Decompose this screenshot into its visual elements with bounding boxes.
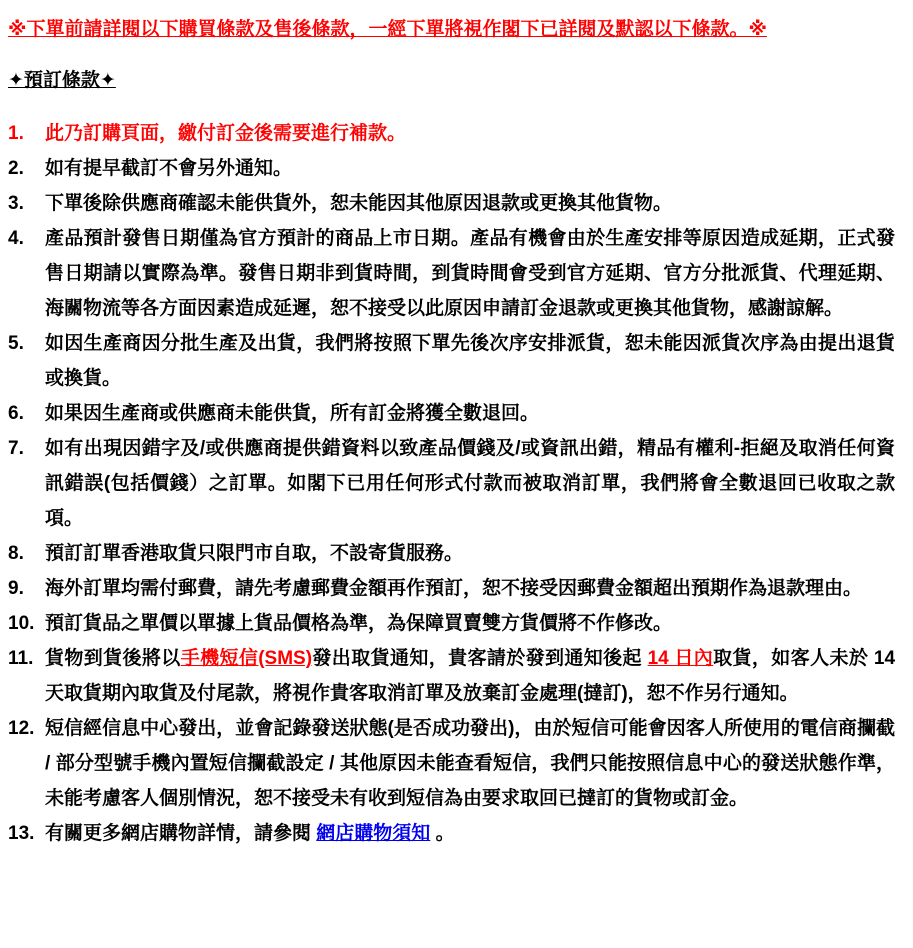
term-segment: 有關更多網店購物詳情，請參閱 [45,823,317,844]
term-number: 1. [8,123,24,144]
term-segment: 如因生產商因分批生產及出貨，我們將按照下單先後次序安排派貨，恕未能因派貨次序為由提出退貨或換貨。 [45,333,895,389]
term-segment: 短信經信息中心發出，並會記錄發送狀態(是否成功發出)，由於短信可能會因客人所使用的電信商攔截 / 部分型號手機內置短信攔截設定 / 其他原因未能查看短信，我們只能按照信息中心的發送狀態作準，未能考慮客人個別情況，恕不接受未有收到短信為由要求取回已撻訂的貨物或訂金。 [45,718,895,809]
term-segment: 。 [430,823,455,844]
term-text [45,571,895,606]
term-segment: 發出取貨通知，貴客請於發到通知後起 [312,648,648,669]
term-segment: 預訂訂單香港取貨只限門市自取，不設寄貨服務。 [45,543,464,564]
term-item-10 [8,606,895,641]
term-text [45,536,895,571]
term-item-12 [8,711,895,816]
term-number: 3. [8,193,24,214]
term-item-8 [8,536,895,571]
term-text [45,326,895,396]
term-text [45,186,895,221]
term-item-2 [8,151,895,186]
term-text [45,641,895,711]
term-item-3 [8,186,895,221]
term-number: 9. [8,578,24,599]
term-text [45,711,895,816]
term-item-6 [8,396,895,431]
term-text [45,606,895,641]
term-segment: 貨物到貨後將以 [45,648,181,669]
term-text [45,116,895,151]
section-terms-header: ✦預訂條款✦ [8,70,116,91]
term-segment: 如有出現因錯字及/或供應商提供錯資料以致產品價錢及/或資訊出錯，精品有權利-拒絕及取消任何資訊錯誤(包括價錢）之訂單。如閣下已用任何形式付款而被取消訂單，我們將會全數退回已收取之款項。 [45,438,895,529]
term-text [45,151,895,186]
term-number: 11. [8,648,34,669]
notice-title: ※下單前請詳閱以下購買條款及售後條款，一經下單將視作閣下已詳閱及默認以下條款。※ [8,19,767,40]
term-segment: 如有提早截訂不會另外通知。 [45,158,293,179]
term-number: 7. [8,438,24,459]
term-segment: 取貨，如客人未於 14 天取貨期內取貨及付尾款，將視作貴客取消訂單及放棄訂金處理(撻訂)，恕不作另行通知。 [45,648,896,704]
term-number: 8. [8,543,24,564]
shop-guide-link[interactable]: 網店購物須知 [316,823,431,844]
term-number: 10. [8,613,35,634]
term-segment: 此乃訂購頁面，繳付訂金後需要進行補款。 [45,123,407,144]
term-segment: 預訂貨品之單價以單據上貨品價格為準，為保障買賣雙方貨價將不作修改。 [45,613,673,634]
term-segment: 海外訂單均需付郵費，請先考慮郵費金額再作預訂，恕不接受因郵費金額超出預期作為退款理由。 [45,578,863,599]
term-text [45,431,895,536]
term-number: 12. [8,718,35,739]
term-item-11 [8,641,895,711]
term-item-1 [8,116,895,151]
term-item-4 [8,221,895,326]
term-segment: 下單後除供應商確認未能供貨外，恕未能因其他原因退款或更換其他貨物。 [45,193,673,214]
term-number: 2. [8,158,24,179]
term-number: 13. [8,823,35,844]
sms-highlight: 手機短信(SMS) [180,648,313,669]
term-item-5 [8,326,895,396]
term-segment: 產品預計發售日期僅為官方預計的商品上市日期。產品有機會由於生產安排等原因造成延期，正式發售日期請以實際為準。發售日期非到貨時間，到貨時間會受到官方延期、官方分批派貨、代理延期、海關物流等各方面因素造成延遲，恕不接受以此原因申請訂金退款或更換其他貨物，感謝諒解。 [45,228,895,319]
pickup-deadline-highlight: 14 日內 [647,648,714,669]
term-number: 6. [8,403,24,424]
term-text [45,221,895,326]
term-number: 4. [8,228,24,249]
term-segment: 如果因生產商或供應商未能供貨，所有訂金將獲全數退回。 [45,403,540,424]
terms-list [8,116,895,851]
term-item-9 [8,571,895,606]
term-text [45,396,895,431]
term-item-13 [8,816,895,851]
term-number: 5. [8,333,24,354]
term-item-7 [8,431,895,536]
term-text [45,816,895,851]
